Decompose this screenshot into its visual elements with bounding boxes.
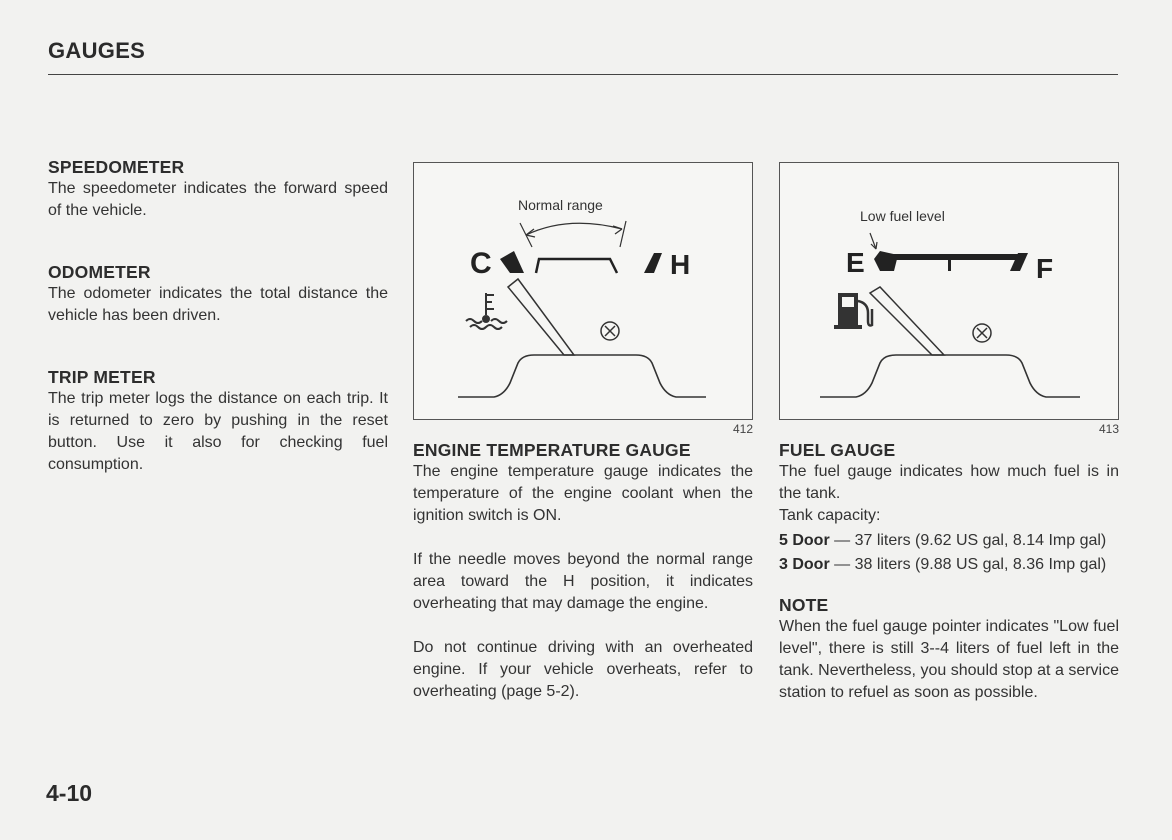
speedometer-text: The speedometer indicates the forward speed of the vehicle. xyxy=(48,180,388,219)
trip-meter-section xyxy=(48,367,388,476)
engine-paragraph: Do not continue driving with an overheated engine. If your vehicle overheats, refer to overheating (page 5-2). xyxy=(413,639,753,700)
fuel-gauge-intro: The fuel gauge indicates how much fuel is in the tank. xyxy=(779,463,1119,502)
fuel-gauge-figure xyxy=(779,162,1119,420)
right-column xyxy=(779,162,1119,704)
fuel-gauge-illustration xyxy=(780,163,1118,419)
normal-range-label: Normal range xyxy=(518,197,603,213)
engine-temperature-figure xyxy=(413,162,753,420)
engine-paragraph: If the needle moves beyond the normal range area toward the H position, it indicates overheating that may damage the engine. xyxy=(413,551,753,612)
tank-capacity-row xyxy=(779,553,1119,577)
note-text: When the fuel gauge pointer indicates "Low fuel level", there is still 3--4 liters of fuel left in the tank. Nevertheless, you should stop at a service station to refuel as soon as possible. xyxy=(779,618,1119,701)
pivot-screw-icon xyxy=(973,324,991,342)
page-title: GAUGES xyxy=(48,38,146,63)
tank-model: 3 Door xyxy=(779,556,830,573)
figure-number: 412 xyxy=(732,422,753,436)
header-divider xyxy=(48,74,1118,75)
tank-value: — 37 liters (9.62 US gal, 8.14 Imp gal) xyxy=(834,532,1107,549)
speedometer-section xyxy=(48,157,388,222)
engine-paragraph: The engine temperature gauge indicates the temperature of the engine coolant when the ignition switch is ON. xyxy=(413,463,753,524)
tank-capacity-row xyxy=(779,529,1119,553)
gauge-needle xyxy=(870,287,944,355)
empty-letter: E xyxy=(846,247,865,278)
odometer-text: The odometer indicates the total distance the vehicle has been driven. xyxy=(48,285,388,324)
figure-number: 413 xyxy=(1098,422,1119,436)
tank-model: 5 Door xyxy=(779,532,830,549)
hot-letter: H xyxy=(670,249,691,280)
range-tick-left xyxy=(520,223,532,247)
tank-value: — 38 liters (9.88 US gal, 8.36 Imp gal) xyxy=(834,556,1107,573)
coolant-temperature-icon xyxy=(466,293,507,329)
fuel-pump-icon xyxy=(834,293,872,329)
normal-range-arc xyxy=(526,223,622,235)
full-letter: F xyxy=(1036,253,1054,284)
trip-meter-text: The trip meter logs the distance on each trip. It is returned to zero by pushing in the reset button. Use it also for checking fuel consumption. xyxy=(48,390,388,473)
page-number: 4-10 xyxy=(46,780,93,806)
odometer-heading: ODOMETER xyxy=(48,262,151,282)
pivot-screw-icon xyxy=(601,322,619,340)
gauge-housing xyxy=(458,355,706,397)
trip-meter-heading: TRIP METER xyxy=(48,367,156,387)
fuel-gauge-heading: FUEL GAUGE xyxy=(779,440,896,460)
hot-zone-mark xyxy=(644,253,662,273)
tank-capacity-label: Tank capacity: xyxy=(779,507,881,524)
cold-letter: C xyxy=(470,247,492,280)
engine-temperature-heading: ENGINE TEMPERATURE GAUGE xyxy=(413,440,691,460)
cold-zone-mark xyxy=(500,251,524,273)
low-fuel-label: Low fuel level xyxy=(860,208,945,224)
gauge-housing xyxy=(820,355,1080,397)
range-tick-right xyxy=(620,221,626,247)
half-tick xyxy=(948,259,951,271)
note-heading: NOTE xyxy=(779,595,829,615)
gauge-scale xyxy=(536,259,617,273)
speedometer-heading: SPEEDOMETER xyxy=(48,157,185,177)
odometer-section xyxy=(48,262,388,327)
middle-column xyxy=(413,162,753,703)
left-column xyxy=(48,157,388,516)
gauge-needle xyxy=(508,279,574,355)
fuel-scale-bar xyxy=(880,254,1024,260)
